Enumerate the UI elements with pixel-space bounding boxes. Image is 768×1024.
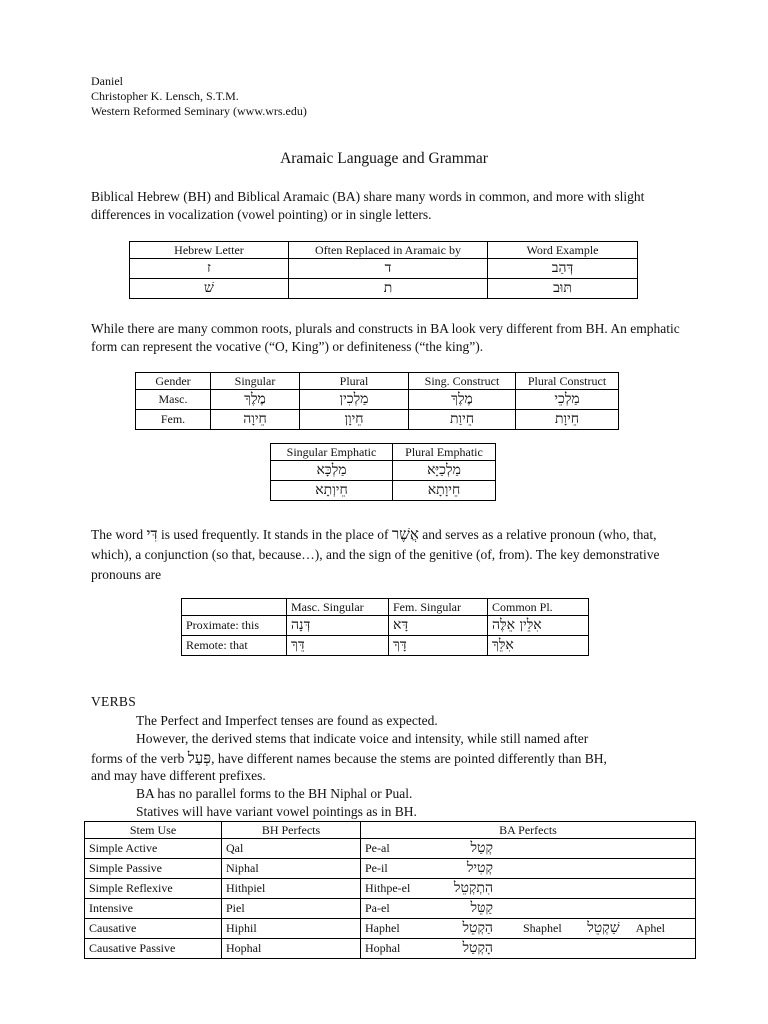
verbs-text: , have different names because the stems are pointed differently than BH, (211, 751, 607, 766)
word-example: תּוּב (488, 279, 638, 299)
col-header: Fem. Singular (389, 599, 488, 616)
stem-table (84, 821, 696, 959)
noun-cell: מַלְכִין (300, 390, 409, 410)
col-header: Singular Emphatic (271, 444, 393, 461)
col-header: Hebrew Letter (130, 242, 289, 259)
ba-stem-form: קַטֵּל (470, 900, 493, 916)
table-row (85, 879, 696, 899)
verbs-line-3: BA has no parallel forms to the BH Niphal or Pual. (136, 786, 413, 801)
table-row (85, 839, 696, 859)
col-header: Masc. Singular (287, 599, 389, 616)
col-header: Stem Use (85, 822, 222, 839)
ba-perfect (361, 859, 696, 879)
bh-perfect: Piel (222, 899, 361, 919)
stem-use: Simple Reflexive (85, 879, 222, 899)
table-row (130, 279, 638, 299)
word-example: דְּהַב (488, 259, 638, 279)
author-institution: Western Reformed Seminary (www.wrs.edu) (91, 104, 307, 118)
ba-stem-name: Haphel (365, 921, 400, 935)
noun-cell: חֵיוַת (409, 410, 516, 430)
hebrew-verb-peal: פְּעַל (187, 749, 212, 767)
ba-stem-form: הִתְקְטֵל (453, 880, 493, 896)
pronoun-cell: דֵּךְ (287, 636, 389, 656)
ba-perfect (361, 899, 696, 919)
bh-perfect: Hophal (222, 939, 361, 959)
stem-use: Simple Active (85, 839, 222, 859)
verbs-line-1: The Perfect and Imperfect tenses are found as expected. (136, 713, 438, 728)
ba-stem-name: Hithpe-el (365, 881, 411, 895)
table-row (85, 939, 696, 959)
emphatic-cell: חֵיוְתָא (271, 481, 393, 501)
di-text-2: is used frequently. It stands in the place of (161, 527, 389, 542)
page-title: Aramaic Language and Grammar (280, 150, 488, 167)
noun-forms-table (135, 372, 619, 430)
col-header: Gender (136, 373, 211, 390)
noun-cell: מַלְכֵי (516, 390, 619, 410)
col-header: Sing. Construct (409, 373, 516, 390)
table-row (136, 410, 619, 430)
hebrew-letter: שׁ (130, 279, 289, 299)
emphatic-cell: מַלְכָּא (271, 461, 393, 481)
table-row (182, 636, 589, 656)
table-row (182, 616, 589, 636)
author-name: Christopher K. Lensch, S.T.M. (91, 89, 239, 103)
col-header (182, 599, 287, 616)
ba-stem-name-alt2: Aphel (635, 921, 665, 935)
row-label: Remote: that (182, 636, 287, 656)
ba-stem-name-alt: Shaphel (523, 921, 562, 935)
bh-perfect: Niphal (222, 859, 361, 879)
ba-perfect (361, 839, 696, 859)
di-paragraph (91, 524, 691, 585)
ba-stem-form-alt: שַׁקְטֵל (587, 920, 620, 936)
row-label: Proximate: this (182, 616, 287, 636)
pronoun-cell: אִלֵּךְ (488, 636, 589, 656)
emphatic-cell: מַלְכַיָּא (393, 461, 496, 481)
col-header: Plural Emphatic (393, 444, 496, 461)
col-header: Word Example (488, 242, 638, 259)
ba-stem-name: Pe-il (365, 861, 388, 875)
verbs-line-2b (91, 749, 607, 768)
col-header: BA Perfects (361, 822, 696, 839)
bh-perfect: Qal (222, 839, 361, 859)
stem-use: Causative Passive (85, 939, 222, 959)
noun-cell: חֵיוָה (211, 410, 300, 430)
ba-perfect (361, 919, 696, 939)
ba-stem-form: הָקְטַל (462, 940, 493, 956)
verbs-text: forms of the verb (91, 751, 185, 766)
table-row (130, 259, 638, 279)
pronoun-cell: דָּא (389, 616, 488, 636)
stem-use: Simple Passive (85, 859, 222, 879)
table-row (136, 390, 619, 410)
table-row (85, 899, 696, 919)
intro-paragraph: Biblical Hebrew (BH) and Biblical Aramaic (BA) share many words in common, and more with slight differences in vocalization (vowel pointing) or in single letters. (91, 189, 645, 222)
bh-perfect: Hiphil (222, 919, 361, 939)
gender-cell: Masc. (136, 390, 211, 410)
col-header: Common Pl. (488, 599, 589, 616)
verbs-line-4: Statives will have variant vowel pointings as in BH. (136, 804, 417, 819)
col-header: BH Perfects (222, 822, 361, 839)
col-header: Often Replaced in Aramaic by (289, 242, 488, 259)
noun-cell: חֵיוָת (516, 410, 619, 430)
emphatic-cell: חֵיוָתָא (393, 481, 496, 501)
author-subject: Daniel (91, 74, 123, 88)
letters-table (129, 241, 638, 299)
ba-stem-form: קְטַל (470, 840, 493, 856)
stem-use: Causative (85, 919, 222, 939)
stem-use: Intensive (85, 899, 222, 919)
ba-perfect (361, 939, 696, 959)
ba-stem-name: Hophal (365, 941, 401, 955)
col-header: Plural Construct (516, 373, 619, 390)
aramaic-letter: ד (289, 259, 488, 279)
noun-cell: מֶלֶךְ (409, 390, 516, 410)
gender-cell: Fem. (136, 410, 211, 430)
emphatic-table (270, 443, 496, 501)
bh-perfect: Hithpiel (222, 879, 361, 899)
verbs-heading: VERBS (91, 694, 137, 709)
col-header: Plural (300, 373, 409, 390)
noun-cell: חֵיוָן (300, 410, 409, 430)
col-header: Singular (211, 373, 300, 390)
table-row (271, 481, 496, 501)
pronoun-cell: דָּךְ (389, 636, 488, 656)
noun-cell: מֶלֶךְ (211, 390, 300, 410)
hebrew-letter: ז (130, 259, 289, 279)
pronoun-cell: דְּנָה (287, 616, 389, 636)
ba-stem-form: קְטִיל (466, 860, 493, 876)
aramaic-letter: ת (289, 279, 488, 299)
hebrew-word-di: דִּי (146, 525, 158, 543)
table-row (85, 919, 696, 939)
ba-stem-name: Pe-al (365, 841, 390, 855)
table-row (271, 461, 496, 481)
di-text-1: The word (91, 527, 144, 542)
demonstrative-table (181, 598, 589, 656)
ba-perfect (361, 879, 696, 899)
ba-stem-form: הַקְטֵל (462, 920, 493, 936)
ba-stem-name: Pa-el (365, 901, 390, 915)
pronoun-cell: אִלֵּין אֵלֶּה (488, 616, 589, 636)
verbs-line-2: However, the derived stems that indicate voice and intensity, while still named after (136, 731, 589, 746)
plurals-paragraph: While there are many common roots, plurals and constructs in BA look very different from BH. An emphatic form can represent the vocative (“O, King”) or definiteness (“the king”). (91, 321, 680, 354)
table-row (85, 859, 696, 879)
di-text-3: and serves as a relative pronoun (who, that, which), a conjunction (so that, because…), and the sign of the genitive (of, from). The key demonstrative pronouns are (91, 527, 660, 582)
hebrew-word-asher: אֲשֶׁר (391, 525, 419, 543)
verbs-line-2c: and may have different prefixes. (91, 768, 266, 783)
